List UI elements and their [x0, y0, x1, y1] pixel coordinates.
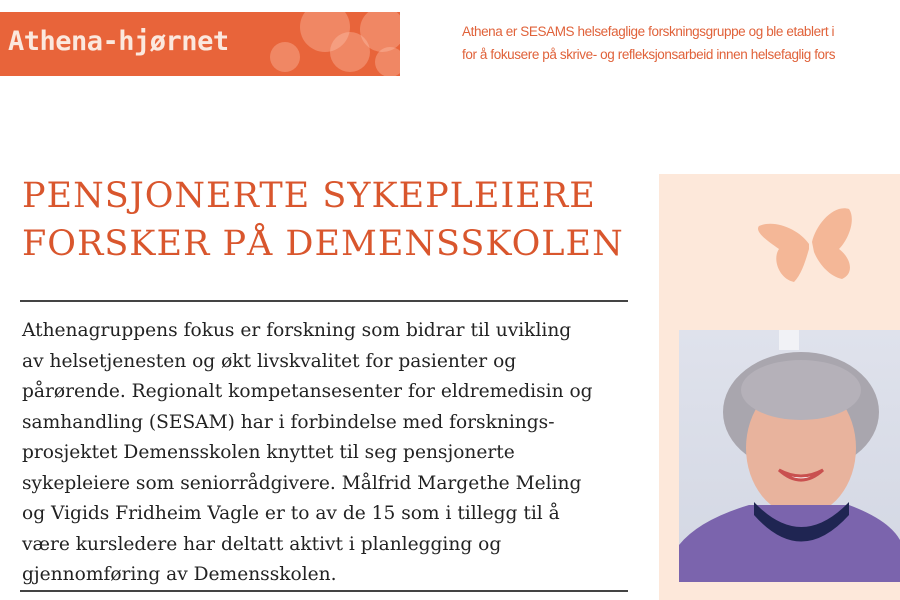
intro-line: Athena er SESAMS helsefaglige forskningsgruppe og ble etablert i	[462, 24, 835, 39]
butterfly-icon	[754, 204, 864, 294]
sidebar-panel	[659, 174, 900, 600]
body-line: prosjektet Demensskolen knyttet til seg pensjonerte	[22, 442, 515, 463]
section-intro	[462, 20, 900, 66]
body-line: pårørende. Regionalt kompetansesenter for eldremedisin og	[22, 381, 593, 402]
body-line: sykepleiere som seniorrådgivere. Målfrid Margethe Meling	[22, 472, 582, 494]
body-line: være kursledere har deltatt aktivt i planlegging og	[22, 533, 502, 555]
bottom-divider	[20, 590, 628, 592]
top-divider	[20, 300, 628, 302]
article-headline	[22, 172, 624, 268]
body-line: Athenagruppens fokus er forskning som bidrar til uvikling	[22, 320, 572, 341]
body-line: av helsetjenesten og økt livskvalitet for pasienter og	[22, 350, 517, 372]
body-line: gjennomføring av Demensskolen.	[22, 564, 337, 585]
article-body	[22, 316, 632, 591]
headline-line: PENSJONERTE SYKEPLEIERE	[22, 176, 596, 216]
section-banner	[0, 12, 400, 76]
portrait-photo	[679, 330, 900, 582]
section-title: Athena-hjørnet	[8, 26, 229, 57]
headline-line: FORSKER PÅ DEMENSSKOLEN	[22, 224, 624, 264]
body-line: samhandling (SESAM) har i forbindelse med forsknings-	[22, 411, 555, 433]
intro-line: for å fokusere på skrive- og refleksjonsarbeid innen helsefaglig fors	[462, 47, 836, 62]
body-line: og Vigids Fridheim Vagle er to av de 15 som i tillegg til å	[22, 503, 560, 524]
